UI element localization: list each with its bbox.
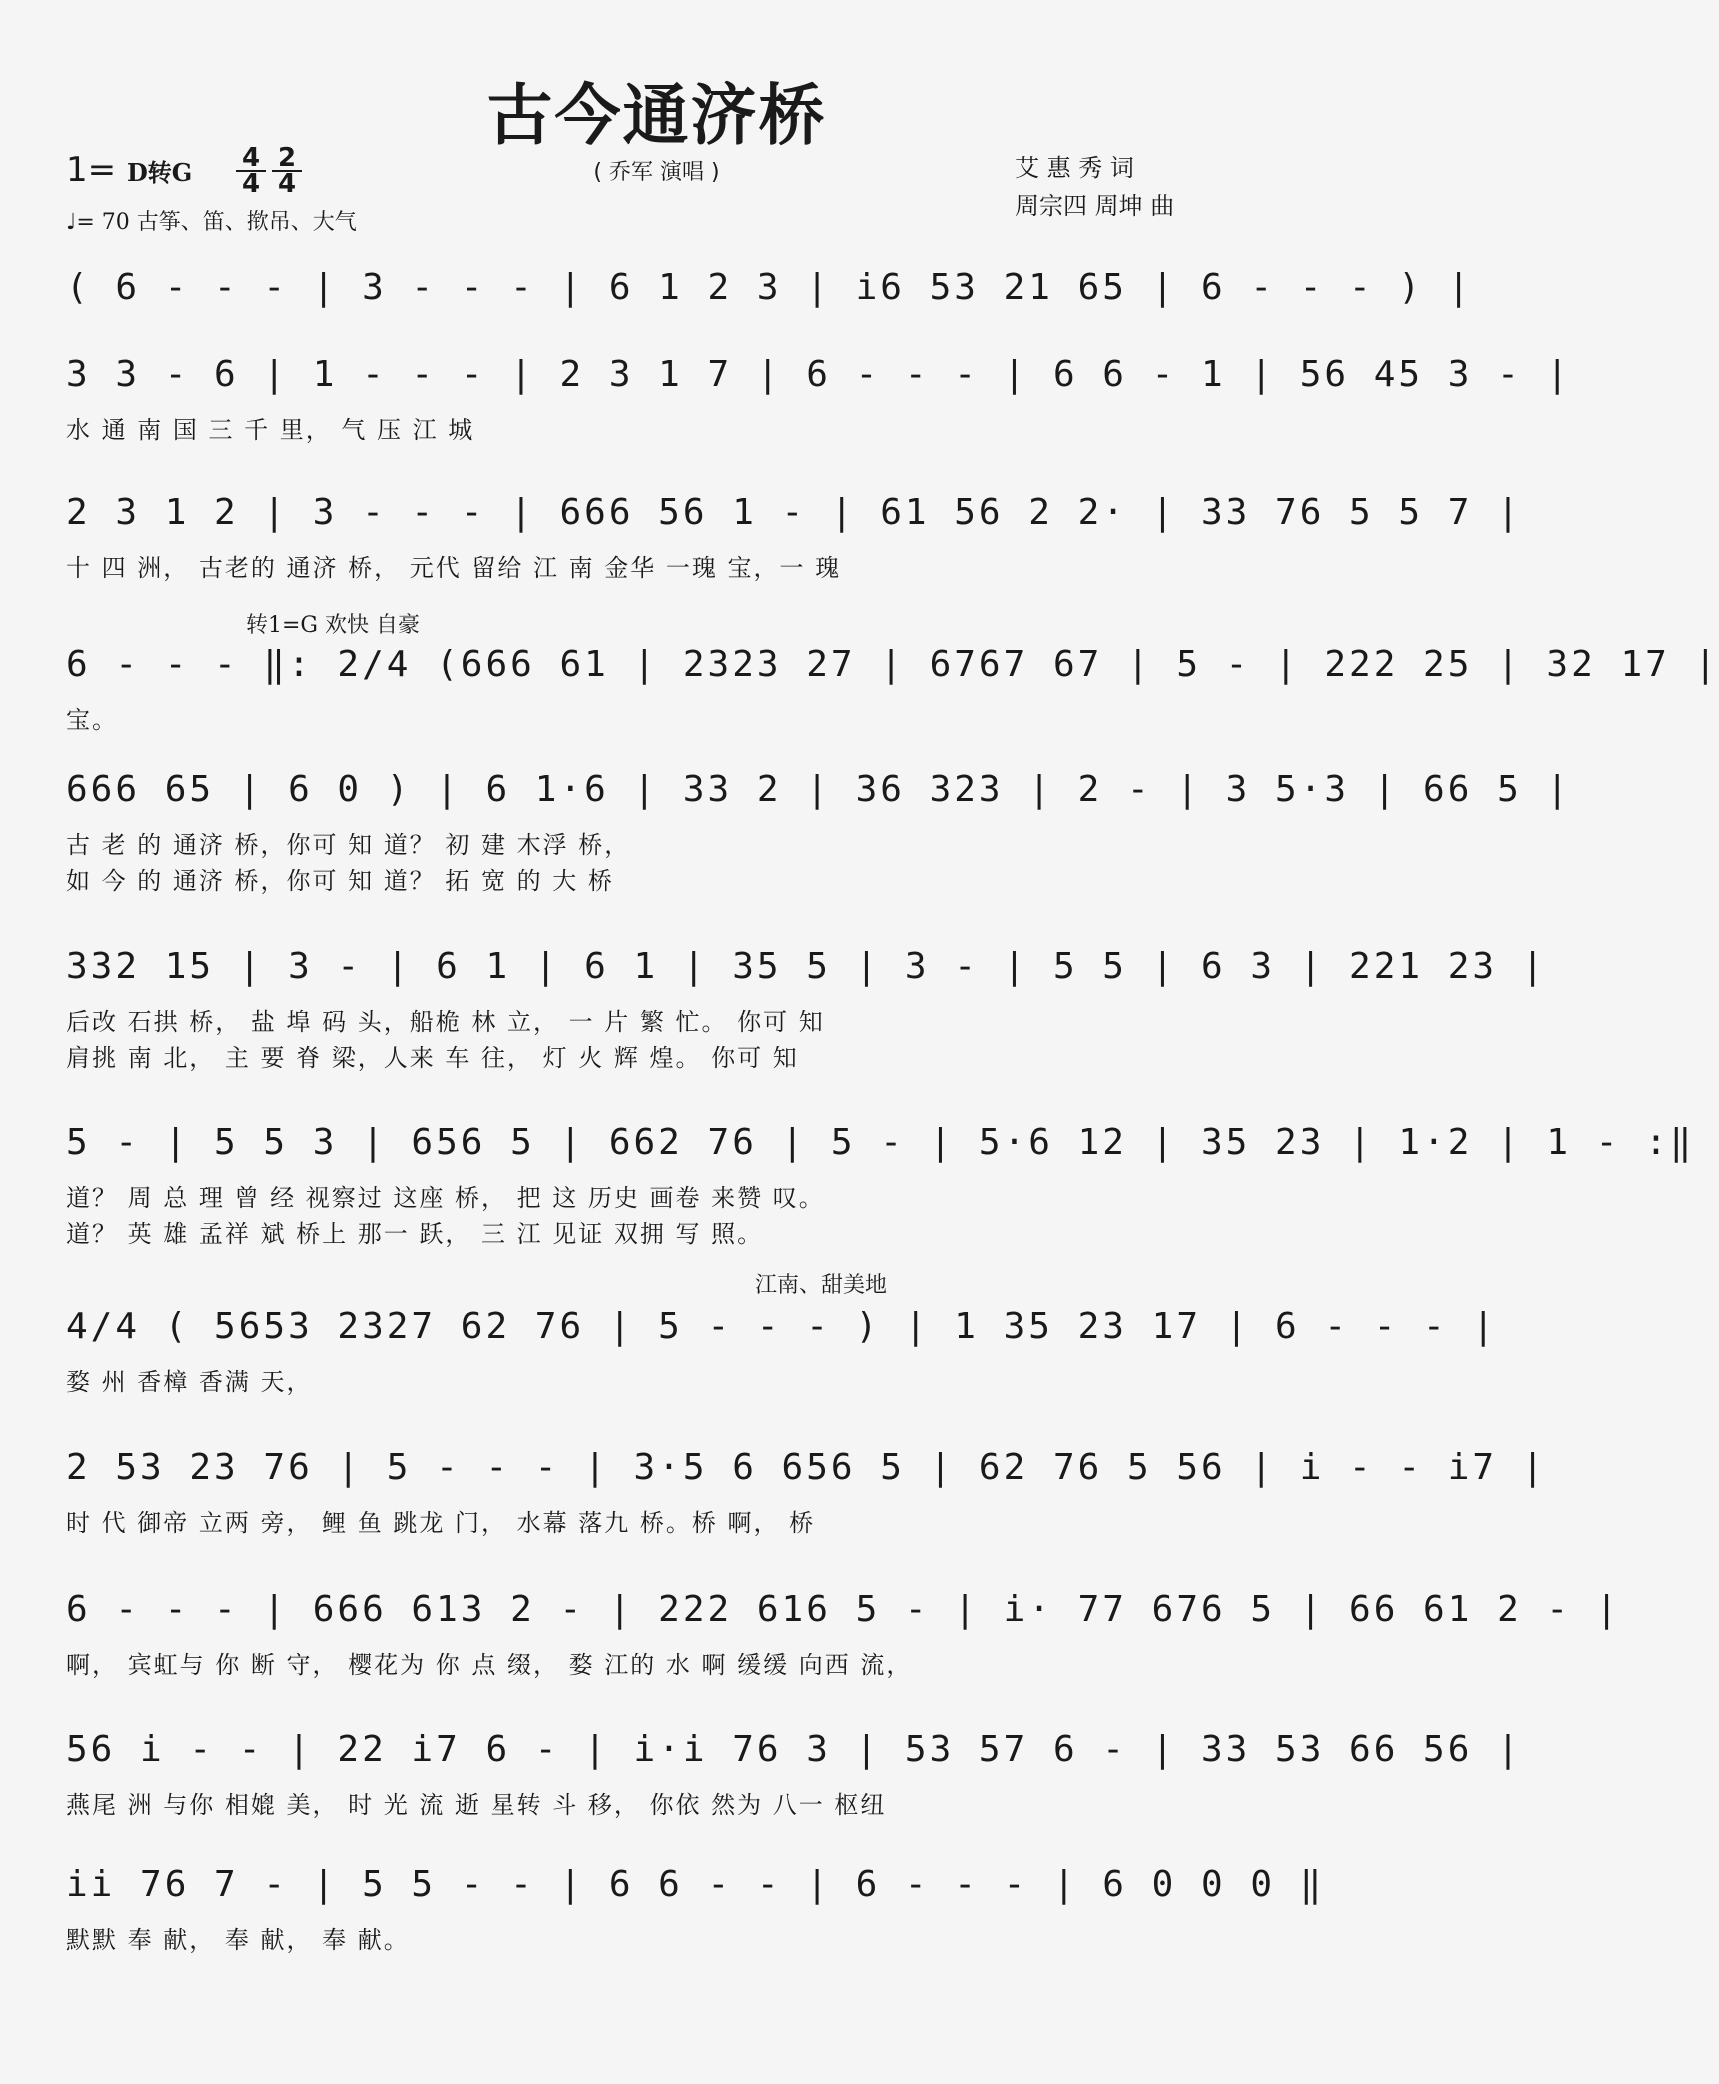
lyric-line: 燕尾 洲 与你 相媲 美， 时 光 流 逝 星转 斗 移， 你依 然为 八一 枢纽 bbox=[66, 1791, 887, 1819]
notation-line: 4/4 ( 5653 2327 62 76 | 5 - - - ) | 1 35 23 17 | 6 - - - | bbox=[66, 1306, 1498, 1347]
lyric-line: 如 今 的 通济 桥，你可 知 道？ 拓 宽 的 大 桥 bbox=[66, 867, 614, 895]
key-one: 1= bbox=[66, 150, 117, 190]
lyric-line: 婺 州 香樟 香满 天， bbox=[66, 1368, 313, 1396]
lyric-line: 十 四 洲， 古老的 通济 桥， 元代 留给 江 南 金华 一瑰 宝，一 瑰 bbox=[66, 554, 842, 582]
notation-line: 666 65 | 6 0 ) | 6 1·6 | 33 2 | 36 323 | 2 - | 3 5·3 | 66 5 | bbox=[66, 769, 1572, 810]
song-title: 古今通济桥 bbox=[486, 77, 827, 154]
notation-line: 3 3 - 6 | 1 - - - | 2 3 1 7 | 6 - - - | 6 6 - 1 | 56 45 3 - | bbox=[66, 354, 1572, 395]
notation-line: 2 3 1 2 | 3 - - - | 666 56 1 - | 61 56 2 2· | 33 76 5 5 7 | bbox=[66, 492, 1522, 533]
expression-annotation: 江南、甜美地 bbox=[755, 1273, 888, 1298]
lyric-line: 后改 石拱 桥， 盐 埠 码 头，船桅 林 立， 一 片 繁 忙。 你可 知 bbox=[66, 1008, 825, 1036]
lyric-line: 宝。 bbox=[66, 706, 118, 734]
lyric-line: 古 老 的 通济 桥，你可 知 道？ 初 建 木浮 桥， bbox=[66, 831, 631, 859]
notation-line: 6 - - - | 666 613 2 - | 222 616 5 - | i· 77 676 5 | 66 61 2 - | bbox=[66, 1589, 1621, 1630]
lyric-line: 默默 奉 献， 奉 献， 奉 献。 bbox=[66, 1926, 410, 1954]
lyric-line: 时 代 御帝 立两 旁， 鲤 鱼 跳龙 门， 水幕 落九 桥。桥 啊， 桥 bbox=[66, 1509, 816, 1537]
lyric-line: 道？ 英 雄 孟祥 斌 桥上 那一 跃， 三 江 见证 双拥 写 照。 bbox=[66, 1220, 764, 1248]
lyric-line: 水 通 南 国 三 千 里， 气 压 江 城 bbox=[66, 416, 475, 444]
notation-line: 2 53 23 76 | 5 - - - | 3·5 6 656 5 | 62 76 5 56 | i - - i7 | bbox=[66, 1447, 1547, 1488]
lyric-line: 啊， 宾虹与 你 断 守， 樱花为 你 点 缀， 婺 江的 水 啊 缓缓 向西 流， bbox=[66, 1651, 913, 1679]
notation-line: ii 76 7 - | 5 5 - - | 6 6 - - | 6 - - - | 6 0 0 0 ‖ bbox=[66, 1864, 1325, 1905]
singer-credit: ( 乔军 演唱 ) bbox=[593, 160, 720, 185]
meter-denominator: 4 bbox=[272, 170, 302, 196]
meter-denominator: 4 bbox=[236, 170, 266, 196]
notation-line: 5 - | 5 5 3 | 656 5 | 662 76 | 5 - | 5·6 12 | 35 23 | 1·2 | 1 - :‖ bbox=[66, 1122, 1695, 1163]
modulation-marking: 转1=G 欢快 自豪 bbox=[246, 613, 420, 638]
meter-numerator: 4 bbox=[241, 143, 261, 173]
notation-line: 6 - - - ‖: 2/4 (666 61 | 2323 27 | 6767 67 | 5 - | 222 25 | 32 17 | bbox=[66, 644, 1719, 685]
notation-line: 56 i - - | 22 i7 6 - | i·i 76 3 | 53 57 6 - | 33 53 66 56 | bbox=[66, 1729, 1522, 1770]
lyricist-credit: 艾 惠 秀 词 bbox=[1015, 154, 1134, 182]
notation-line: ( 6 - - - | 3 - - - | 6 1 2 3 | i6 53 21 65 | 6 - - - ) | bbox=[66, 267, 1473, 308]
notation-line: 332 15 | 3 - | 6 1 | 6 1 | 35 5 | 3 - | 5 5 | 6 3 | 221 23 | bbox=[66, 946, 1547, 987]
composer-credit: 周宗四 周坤 曲 bbox=[1015, 192, 1175, 220]
meter-numerator: 2 bbox=[277, 143, 297, 173]
lyric-line: 道？ 周 总 理 曾 经 视察过 这座 桥， 把 这 历史 画卷 来赞 叹。 bbox=[66, 1184, 825, 1212]
tempo-marking: ♩= 70 古筝、笛、揿吊、大气 bbox=[66, 210, 357, 235]
key-detail: D转G bbox=[126, 158, 193, 187]
lyric-line: 肩挑 南 北， 主 要 脊 梁，人来 车 往， 灯 火 辉 煌。 你可 知 bbox=[66, 1044, 799, 1072]
